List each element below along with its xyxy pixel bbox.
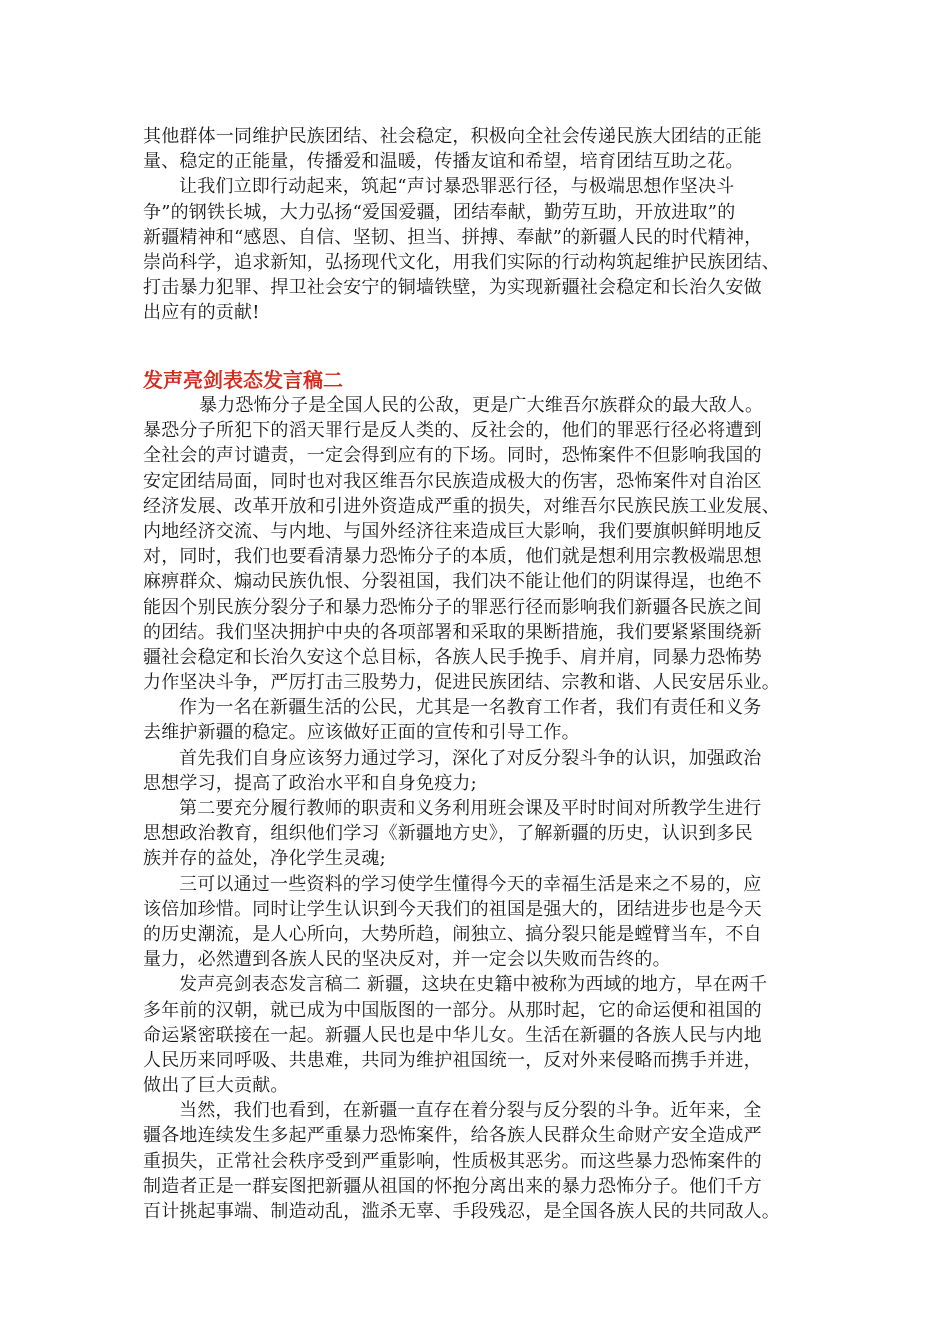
text-line: 疆各地连续发生多起严重暴力恐怖案件，给各族人民群众生命财产安全造成严 xyxy=(143,1125,762,1147)
text-line: 首先我们自身应该努力通过学习，深化了对反分裂斗争的认识，加强政治 xyxy=(179,747,762,769)
text-line: 内地经济交流、与内地、与国外经济往来造成巨大影响，我们要旗帜鲜明地反 xyxy=(143,520,762,542)
text-line: 其他群体一同维护民族团结、社会稳定，积极向全社会传递民族大团结的正能 xyxy=(143,126,762,147)
text-line: 量力，必然遭到各族人民的坚决反对，并一定会以失败而告终的。 xyxy=(143,949,671,971)
text-line: 对，同时，我们也要看清暴力恐怖分子的本质，他们就是想利用宗教极端思想 xyxy=(143,546,762,568)
text-line: 暴恐分子所犯下的滔天罪行是反人类的、反社会的，他们的罪恶行径必将遭到 xyxy=(143,420,762,442)
text-line: 做出了巨大贡献。 xyxy=(143,1075,289,1097)
top-paragraphs xyxy=(143,124,823,326)
text-line: 三可以通过一些资料的学习使学生懂得今天的幸福生活是来之不易的，应 xyxy=(179,873,762,895)
text-line: 重损失，正常社会秩序受到严重影响，性质极其恶劣。而这些暴力恐怖案件的 xyxy=(143,1150,762,1172)
text-line: 能因个别民族分裂分子和暴力恐怖分子的罪恶行径而影响我们新疆各民族之间 xyxy=(143,596,762,618)
section-body xyxy=(143,393,823,1224)
text-line: 崇尚科学，追求新知，弘扬现代文化，用我们实际的行动构筑起维护民族团结、 xyxy=(143,251,780,273)
text-line: 思想学习，提高了政治水平和自身免疫力; xyxy=(143,772,477,794)
text-line: 打击暴力犯罪、捍卫社会安宁的铜墙铁壁，为实现新疆社会稳定和长治久安做 xyxy=(143,277,762,299)
text-line: 全社会的声讨谴责，一定会得到应有的下场。同时，恐怖案件不但影响我国的 xyxy=(143,445,762,467)
text-line: 暴力恐怖分子是全国人民的公敌，更是广大维吾尔族群众的最大敌人。 xyxy=(199,395,764,416)
text-line: 的历史潮流，是人心所向，大势所趋，闹独立、搞分裂只能是螳臂当车，不自 xyxy=(143,923,762,945)
text-line: 人民历来同呼吸、共患难，共同为维护祖国统一，反对外来侵略而携手并进， xyxy=(143,1049,762,1071)
text-line: 让我们立即行动起来，筑起“声讨暴恐罪恶行径，与极端思想作坚决斗 xyxy=(179,176,735,198)
text-line: 量、稳定的正能量，传播爱和温暖，传播友谊和希望，培育团结互助之花。 xyxy=(143,151,744,173)
text-line: 争”的钢铁长城，大力弘扬“爱国爱疆，团结奉献，勤劳互助，开放进取”的 xyxy=(143,201,736,223)
text-line: 多年前的汉朝，就已成为中国版图的一部分。从那时起，它的命运便和祖国的 xyxy=(143,999,762,1021)
text-line: 安定团结局面，同时也对我区维吾尔民族造成极大的伤害，恐怖案件对自治区 xyxy=(143,470,762,492)
text-line: 该倍加珍惜。同时让学生认识到今天我们的祖国是强大的，团结进步也是今天 xyxy=(143,898,762,920)
text-line: 当然，我们也看到，在新疆一直存在着分裂与反分裂的斗争。近年来，全 xyxy=(179,1100,762,1122)
text-line: 出应有的贡献! xyxy=(143,302,260,324)
text-line: 力作坚决斗争，严厉打击三股势力，促进民族团结、宗教和谐、人民安居乐业。 xyxy=(143,672,780,694)
text-line: 疆社会稳定和长治久安这个总目标，各族人民手挽手、肩并肩，同暴力恐怖势 xyxy=(143,646,762,668)
text-line: 的团结。我们坚决拥护中央的各项部署和采取的果断措施，我们要紧紧围绕新 xyxy=(143,621,762,643)
text-line: 麻痹群众、煽动民族仇恨、分裂祖国，我们决不能让他们的阴谋得逞，也绝不 xyxy=(143,571,762,593)
text-line: 制造者正是一群妄图把新疆从祖国的怀抱分离出来的暴力恐怖分子。他们千方 xyxy=(143,1175,762,1197)
text-line: 去维护新疆的稳定。应该做好正面的宣传和引导工作。 xyxy=(143,722,580,744)
text-line: 经济发展、改革开放和引进外资造成严重的损失，对维吾尔民族民族工业发展、 xyxy=(143,495,780,517)
text-line: 百计挑起事端、制造动乱，滥杀无辜、手段残忍，是全国各族人民的共同敌人。 xyxy=(143,1201,780,1222)
section-heading: 发声亮剑表态发言稿二 xyxy=(143,368,343,392)
text-line: 新疆精神和“感恩、自信、坚韧、担当、拼搏、奉献”的新疆人民的时代精神， xyxy=(143,226,763,248)
text-line: 命运紧密联接在一起。新疆人民也是中华儿女。生活在新疆的各族人民与内地 xyxy=(143,1024,762,1046)
text-line: 作为一名在新疆生活的公民，尤其是一名教育工作者，我们有责任和义务 xyxy=(179,697,762,719)
text-line: 发声亮剑表态发言稿二 新疆，这块在史籍中被称为西域的地方，早在两千 xyxy=(179,974,768,996)
text-line: 第二要充分履行教师的职责和义务利用班会课及平时时间对所教学生进行 xyxy=(179,798,762,819)
text-line: 族并存的益处，净化学生灵魂; xyxy=(143,848,386,870)
text-line: 思想政治教育，组织他们学习《新疆地方史》，了解新疆的历史，认识到多民 xyxy=(143,823,753,845)
